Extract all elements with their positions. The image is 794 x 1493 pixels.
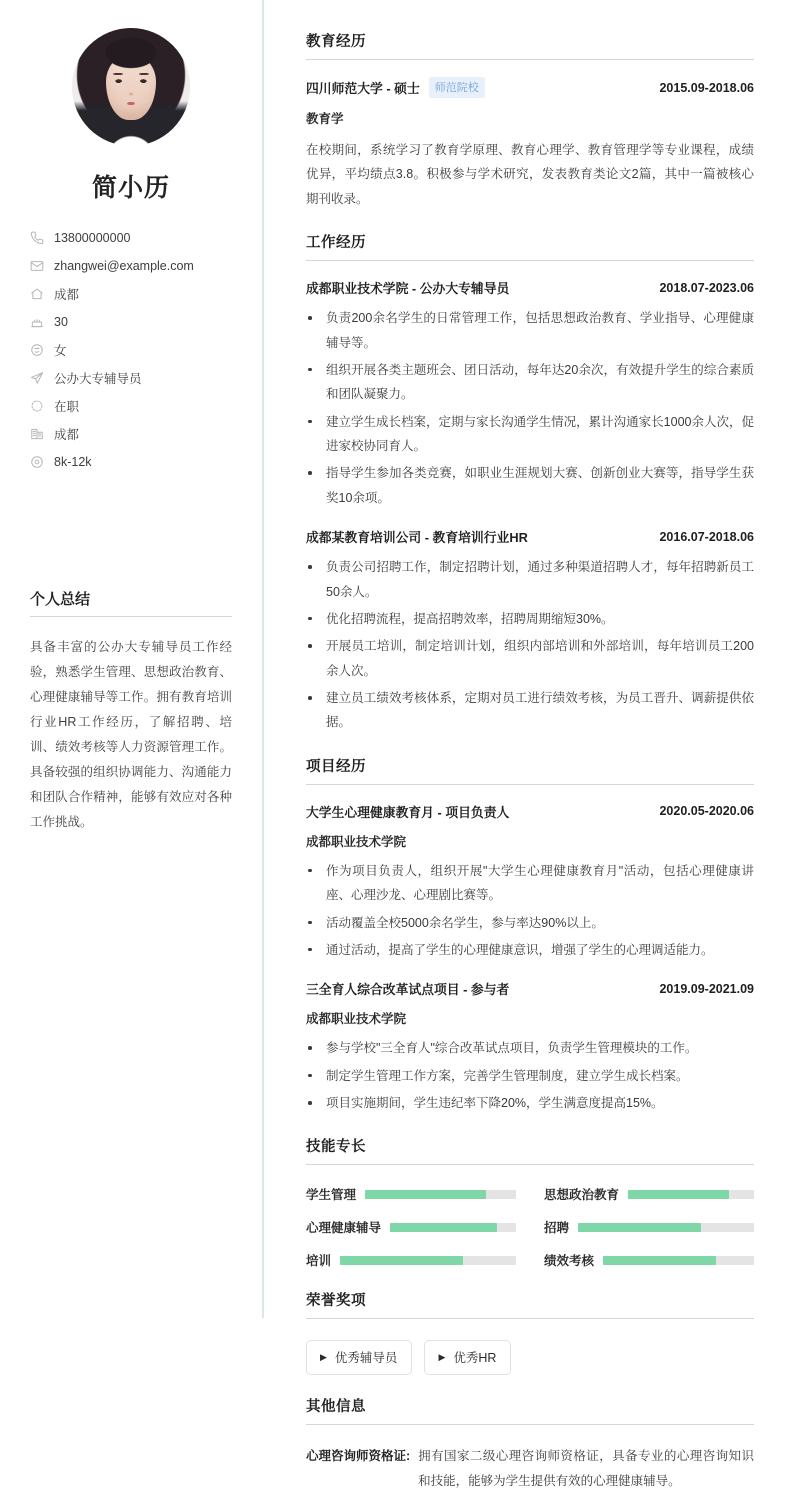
education-description: 在校期间，系统学习了教育学原理、教育心理学、教育管理学等专业课程，成绩优异，平均绩点3.8。积极参与学术研究，发表教育类论文2篇，其中一篇被核心期刊收录。	[306, 143, 754, 206]
entry-title: 三全育人综合改革试点项目 - 参与者	[306, 982, 510, 998]
awards-list	[306, 1340, 754, 1375]
contact-item	[30, 364, 232, 392]
avatar-photo	[72, 28, 190, 146]
mail-icon	[30, 259, 44, 273]
contact-value: 13800000000	[54, 231, 131, 245]
skill-row	[306, 1185, 516, 1203]
skill-name: 培训	[306, 1254, 332, 1269]
contact-list	[30, 224, 232, 476]
personal-summary-section	[30, 588, 232, 835]
projects-section	[306, 755, 754, 1116]
bullet-item: 活动覆盖全校5000余名学生，参与率达90%以上。	[306, 911, 754, 935]
skill-row	[544, 1218, 754, 1236]
entry-date: 2020.05-2020.06	[659, 804, 754, 819]
project-entry	[306, 802, 754, 963]
phone-icon	[30, 231, 44, 245]
entry-title: 成都某教育培训公司 - 教育培训行业HR	[306, 530, 528, 546]
entry-header	[306, 527, 754, 546]
contact-value: 在职	[54, 400, 80, 414]
entry-date: 2015.09-2018.06	[659, 80, 754, 95]
entry-header	[306, 77, 754, 98]
building-icon	[30, 427, 44, 441]
skill-bar-track	[340, 1256, 516, 1265]
personal-summary-title: 个人总结	[30, 588, 232, 617]
skill-bar-fill	[390, 1223, 497, 1232]
skill-name: 思想政治教育	[544, 1188, 620, 1203]
skill-name: 学生管理	[306, 1188, 357, 1203]
other-info-title: 其他信息	[306, 1395, 754, 1425]
contact-item	[30, 252, 232, 280]
sidebar	[0, 0, 264, 1318]
entry-date: 2018.07-2023.06	[659, 280, 754, 295]
awards-title: 荣誉奖项	[306, 1289, 754, 1319]
bullet-list	[306, 306, 754, 510]
awards-section	[306, 1289, 754, 1375]
education-title: 教育经历	[306, 30, 754, 60]
bullet-item: 负责200余名学生的日常管理工作，包括思想政治教育、学业指导、心理健康辅导等。	[306, 306, 754, 355]
contact-value: 女	[54, 344, 67, 358]
personal-summary-text: 具备丰富的公办大专辅导员工作经验，熟悉学生管理、思想政治教育、心理健康辅导等工作。拥有教育培训行业HR工作经历，了解招聘、培训、绩效考核等人力资源管理工作。具备较强的组织协调能力、沟通能力和团队合作精神，能够有效应对各种工作挑战。	[30, 640, 232, 829]
skill-row	[306, 1251, 516, 1269]
entry-header-left	[306, 278, 509, 297]
entry-header	[306, 979, 754, 998]
cake-icon	[30, 315, 44, 329]
skill-bar-track	[628, 1190, 754, 1199]
bullet-item: 组织开展各类主题班会、团日活动，每年达20余次，有效提升学生的综合素质和团队凝聚力。	[306, 358, 754, 407]
bullet-item: 项目实施期间，学生违纪率下降20%，学生满意度提高15%。	[306, 1091, 754, 1115]
other-info-value: 拥有国家二级心理咨询师资格证，具备专业的心理咨询知识和技能，能够为学生提供有效的心理健康辅导。	[418, 1449, 754, 1488]
skill-bar-fill	[340, 1256, 463, 1265]
bullet-item: 负责公司招聘工作，制定招聘计划，通过多种渠道招聘人才，每年招聘新员工50余人。	[306, 555, 754, 604]
skill-bar-fill	[365, 1190, 486, 1199]
candidate-name: 简小历	[91, 174, 170, 202]
education-section	[306, 30, 754, 211]
entry-title: 四川师范大学 - 硕士	[306, 81, 420, 96]
work-entry	[306, 527, 754, 735]
contact-value: 成都	[54, 288, 80, 302]
bullet-item: 优化招聘流程，提高招聘效率，招聘周期缩短30%。	[306, 607, 754, 631]
entry-header-left	[306, 802, 509, 821]
home-icon	[30, 287, 44, 301]
gender-icon	[30, 343, 44, 357]
entry-date: 2016.07-2018.06	[659, 529, 754, 544]
contact-item	[30, 224, 232, 252]
project-entry	[306, 979, 754, 1115]
entry-header	[306, 278, 754, 297]
main-column	[264, 0, 794, 1488]
education-major: 教育学	[306, 112, 344, 126]
play-triangle-icon: ▶	[438, 1351, 446, 1362]
work-entry	[306, 278, 754, 510]
paper-plane-icon	[30, 371, 44, 385]
contact-value: 成都	[54, 428, 80, 442]
skill-bar-fill	[603, 1256, 716, 1265]
contact-value: 8k-12k	[54, 455, 92, 469]
entry-title: 成都职业技术学院 - 公办大专辅导员	[306, 281, 510, 297]
entry-title: 大学生心理健康教育月 - 项目负责人	[306, 804, 510, 820]
project-org: 成都职业技术学院	[306, 834, 407, 849]
avatar	[72, 28, 190, 146]
skill-bar-fill	[578, 1223, 701, 1232]
award-chip[interactable]	[424, 1340, 511, 1375]
skills-title: 技能专长	[306, 1135, 754, 1165]
entry-date: 2019.09-2021.09	[659, 981, 754, 996]
bullet-list	[306, 1036, 754, 1115]
other-info-label: 心理咨询师资格证:	[306, 1449, 411, 1464]
entry-header	[306, 802, 754, 821]
bullet-list	[306, 555, 754, 735]
entry-header-left	[306, 77, 485, 98]
skill-name: 心理健康辅导	[306, 1221, 382, 1236]
work-entries	[306, 278, 754, 735]
skill-bar-track	[578, 1223, 754, 1232]
project-org: 成都职业技术学院	[306, 1012, 407, 1027]
contact-value: 30	[54, 315, 68, 329]
bullet-item: 通过活动，提高了学生的心理健康意识，增强了学生的心理调适能力。	[306, 938, 754, 962]
entry-header-left	[306, 527, 528, 546]
project-entries	[306, 802, 754, 1116]
bullet-list	[306, 859, 754, 963]
play-triangle-icon: ▶	[320, 1351, 327, 1362]
projects-title: 项目经历	[306, 755, 754, 785]
bullet-item: 指导学生参加各类竞赛，如职业生涯规划大赛、创新创业大赛等，指导学生获奖10余项。	[306, 461, 754, 510]
contact-item	[30, 448, 232, 476]
skills-grid	[306, 1185, 754, 1269]
contact-item	[30, 336, 232, 364]
bullet-item: 建立学生成长档案，定期与家长沟通学生情况，累计沟通家长1000余人次，促进家校协同育人。	[306, 410, 754, 459]
award-chip[interactable]	[306, 1340, 412, 1375]
skill-row	[306, 1218, 516, 1236]
bullet-item: 制定学生管理工作方案，完善学生管理制度，建立学生成长档案。	[306, 1064, 754, 1088]
salary-icon	[30, 455, 44, 469]
skills-section	[306, 1135, 754, 1269]
refresh-icon	[30, 399, 44, 413]
skill-bar-fill	[628, 1190, 729, 1199]
award-label: 优秀HR	[453, 1351, 497, 1366]
contact-value: 公办大专辅导员	[54, 372, 142, 386]
bullet-item: 作为项目负责人，组织开展"大学生心理健康教育月"活动，包括心理健康讲座、心理沙龙、心理剧比赛等。	[306, 859, 754, 908]
skill-row	[544, 1251, 754, 1269]
education-entries	[306, 77, 754, 211]
skill-bar-track	[390, 1223, 516, 1232]
skill-bar-track	[365, 1190, 516, 1199]
contact-item	[30, 280, 232, 308]
contact-value: zhangwei@example.com	[54, 259, 194, 273]
other-info-section	[306, 1395, 754, 1493]
bullet-item: 建立员工绩效考核体系，定期对员工进行绩效考核，为员工晋升、调薪提供依据。	[306, 686, 754, 735]
contact-item	[30, 420, 232, 448]
entry-header-left	[306, 979, 509, 998]
other-info-row	[306, 1444, 754, 1493]
work-title: 工作经历	[306, 231, 754, 261]
contact-item	[30, 308, 232, 336]
work-section	[306, 231, 754, 735]
education-entry	[306, 77, 754, 211]
skill-row	[544, 1185, 754, 1203]
bullet-item: 开展员工培训，制定培训计划，组织内部培训和外部培训，每年培训员工200余人次。	[306, 634, 754, 683]
skill-name: 招聘	[544, 1221, 570, 1236]
entry-tag: 师范院校	[429, 77, 485, 98]
award-label: 优秀辅导员	[334, 1351, 398, 1366]
skill-name: 绩效考核	[544, 1254, 595, 1269]
contact-item	[30, 392, 232, 420]
bullet-item: 参与学校"三全育人"综合改革试点项目，负责学生管理模块的工作。	[306, 1036, 754, 1060]
other-info-rows	[306, 1444, 754, 1493]
skill-bar-track	[603, 1256, 754, 1265]
